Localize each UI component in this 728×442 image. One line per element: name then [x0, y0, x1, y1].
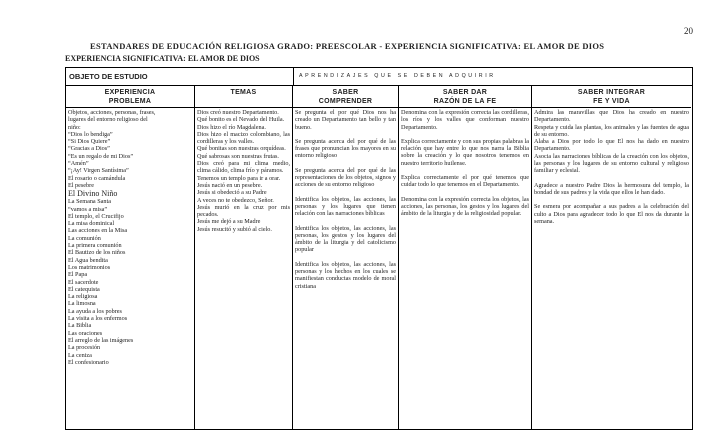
- column-saber-dar-body: [399, 108, 531, 219]
- list-item: “¡Ay! Virgen Santísima”: [68, 167, 129, 175]
- column-temas: [195, 86, 293, 429]
- list-item: “Amén”: [68, 160, 89, 168]
- header-line: TEMAS: [230, 89, 257, 96]
- paragraph: Denomina con la expresión correcta las cordilleras, los ríos y los valles que conforman nuestro Departamento.: [401, 109, 529, 131]
- column-temas-body: [195, 108, 292, 234]
- list-item: La comunión: [68, 234, 101, 242]
- list-item: El confesionario: [68, 358, 109, 366]
- list-item: La primera comunión: [68, 242, 122, 250]
- paragraph: Se esmera por acompañar a sus padres a la celebración del culto a Dios para agradecer todo lo que El nos da durante la semana.: [534, 203, 689, 225]
- list-item: El Bautizo de los niños: [68, 249, 126, 257]
- list-item: La visita a los enfermos: [68, 315, 128, 323]
- paragraph: Dios creó nuestro Departamento.: [197, 109, 279, 116]
- paragraph: Jesús si obedeció a su Padre: [197, 189, 267, 197]
- paragraph: Denomina con la expresión correcta los objetos, las acciones, las personas, los gestos y los lugares del ámbito de la liturgia y de la religiosidad popular.: [401, 195, 529, 218]
- paragraph: Jesús murió en la cruz por mis pecados.: [197, 203, 290, 219]
- paragraph: Agradece a nuestro Padre Dios la hermosura del templo, la bondad de sus padres y la vida que ellos le han dado.: [534, 181, 689, 196]
- paragraph: Dios hizo el macizo colombiano, las cordilleras y los valles.: [197, 130, 290, 146]
- page-number: 20: [684, 26, 693, 36]
- column-saber-integrar-header: [532, 86, 691, 108]
- paragraph: Dios creó para mi clima medio, clima cálido, clima frío y páramos.: [197, 160, 290, 175]
- header-line: SABER: [332, 89, 359, 96]
- paragraph: Se pregunta acerca del por qué de las representaciones de los objetos, signos y acciones de su entorno religioso: [295, 166, 396, 189]
- column-experiencia: [66, 86, 195, 429]
- list-item: La procesión: [68, 344, 101, 352]
- list-item: Objetos, acciones, personas, frases,: [68, 109, 156, 116]
- header-line: SABER INTEGRAR: [577, 89, 646, 96]
- header-line: COMPRENDER: [318, 98, 373, 105]
- paragraph: Se pregunta el por qué Dios nos ha creado un Departamento tan bello y tan bueno.: [295, 109, 396, 131]
- list-item: El Papa: [68, 271, 88, 279]
- paragraph: Identifica los objetos, las acciones, las personas y los lugares que tienen relación con las narraciones bíblicas: [295, 195, 396, 218]
- paragraph: Dios hizo el río Magdalena.: [197, 123, 266, 131]
- paragraph: Respeta y cuida las plantas, los animales y las fuentes de agua de su entorno.: [534, 123, 689, 138]
- standards-table: [65, 67, 693, 430]
- list-item: El rosario o camándula: [68, 174, 126, 182]
- header-line: PROBLEMA: [108, 98, 152, 105]
- paragraph: Tenemos un templo para ir a orar.: [197, 174, 281, 182]
- column-experiencia-header: [66, 86, 194, 108]
- column-saber-integrar-body: [532, 108, 691, 226]
- list-item: “Es un regalo de mi Dios”: [68, 152, 134, 160]
- paragraph: Qué sabrosas son nuestras frutas.: [197, 152, 279, 160]
- column-experiencia-body: [66, 108, 194, 367]
- paragraph: Identifica los objetos, las acciones, las personas, los gestos y los lugares del ámbito de la liturgia y del catolicismo popular: [295, 224, 396, 254]
- list-item: La ceniza: [68, 351, 92, 359]
- list-item: niño:: [68, 123, 81, 131]
- list-item: Las oraciones: [68, 329, 103, 337]
- list-item: “Gracias a Dios”: [68, 145, 110, 153]
- paragraph: Alaba a Dios por todo lo que El nos ha dado en nuestro Departamento.: [534, 138, 689, 153]
- list-item: lugares del entorno religioso del: [68, 116, 148, 124]
- list-item: El Agua bendita: [68, 256, 108, 264]
- column-saber-comprender-header: [293, 86, 398, 108]
- paragraph: Qué bonito es el Nevado del Huila.: [197, 116, 285, 124]
- list-item: Los matrimonios: [68, 263, 111, 271]
- list-item: La religiosa: [68, 293, 98, 301]
- paragraph: Jesús me dejó a su Madre: [197, 218, 261, 226]
- column-saber-integrar: [532, 86, 691, 429]
- paragraph: Jesús nació en un pesebre.: [197, 181, 263, 189]
- paragraph: Asocia las narraciones bíblicas de la creación con los objetos, las personas y los lugares de su entorno cultural y religioso familiar y eclesial.: [534, 152, 689, 175]
- header-line: EXPERIENCIA: [104, 89, 156, 96]
- list-item: El arreglo de las imágenes: [68, 336, 134, 344]
- objeto-row: [66, 68, 692, 86]
- list-item: La limosna: [68, 300, 96, 308]
- header-line: SABER DAR: [442, 89, 488, 96]
- list-item: El catequista: [68, 285, 100, 293]
- objeto-label: OBJETO DE ESTUDIO: [69, 72, 148, 81]
- paragraph: Identifica los objetos, las acciones, las personas y los hechos en los cuales se manifiestan conductas modelo de moral cristiana: [295, 260, 396, 290]
- column-saber-comprender-body: [293, 108, 398, 291]
- list-item: La Semana Santa: [68, 198, 111, 206]
- column-saber-dar: [399, 86, 532, 429]
- header-line: RAZÓN DE LA FE: [433, 98, 497, 105]
- paragraph: Admira las maravillas que Dios ha creado en nuestro Departamento.: [534, 109, 689, 124]
- aprendizajes-label: APRENDIZAJES QUE SE DEBEN ADQUIRIR: [299, 73, 496, 79]
- paragraph: Explica correctamente y con sus propias palabras la relación que hay entre lo que nos narra la Biblia sobre la creación y lo que nosotros tenemos en nuestro territorio huilense.: [401, 137, 529, 167]
- paragraph: Qué bonitas son nuestras orquídeas.: [197, 145, 286, 153]
- column-saber-dar-header: [399, 86, 531, 108]
- column-temas-header: [195, 86, 292, 108]
- objeto-divider: [293, 68, 294, 85]
- list-item: El Divino Niño: [68, 189, 118, 199]
- header-line: FE Y VIDA: [593, 98, 630, 105]
- paragraph: Jesús resucitó y subió al cielo.: [197, 225, 272, 233]
- paragraph: A veces no te obedezco, Señor.: [197, 196, 274, 204]
- list-item: “Dios lo bendiga”: [68, 130, 113, 138]
- document-subtitle: EXPERIENCIA SIGNIFICATIVA: EL AMOR DE DIOS: [65, 54, 260, 63]
- list-item: La Biblia: [68, 322, 92, 330]
- list-item: Las acciones en la Misa: [68, 227, 128, 235]
- paragraph: Se pregunta acerca del por qué de las frases que pronuncian los mayores en su entorno religioso: [295, 137, 396, 160]
- document-title: ESTANDARES DE EDUCACIÓN RELIGIOSA GRADO: PREESCOLAR - EXPERIENCIA SIGNIFICATIVA: EL AMOR DE DIOS: [90, 41, 605, 51]
- list-item: “vamos a misa”: [68, 205, 108, 213]
- list-item: “Si Dios Quiere”: [68, 138, 111, 146]
- column-saber-comprender: [293, 86, 399, 429]
- list-item: El pesebre: [68, 181, 94, 189]
- list-item: La misa dominical: [68, 220, 115, 228]
- list-item: La ayuda a los pobres: [68, 307, 122, 315]
- list-item: El templo, el Crucifijo: [68, 212, 124, 220]
- list-item: El sacerdote: [68, 278, 99, 286]
- paragraph: Explica correctamente el por qué tenemos que cuidar todo lo que tenemos en el Departamento.: [401, 174, 529, 189]
